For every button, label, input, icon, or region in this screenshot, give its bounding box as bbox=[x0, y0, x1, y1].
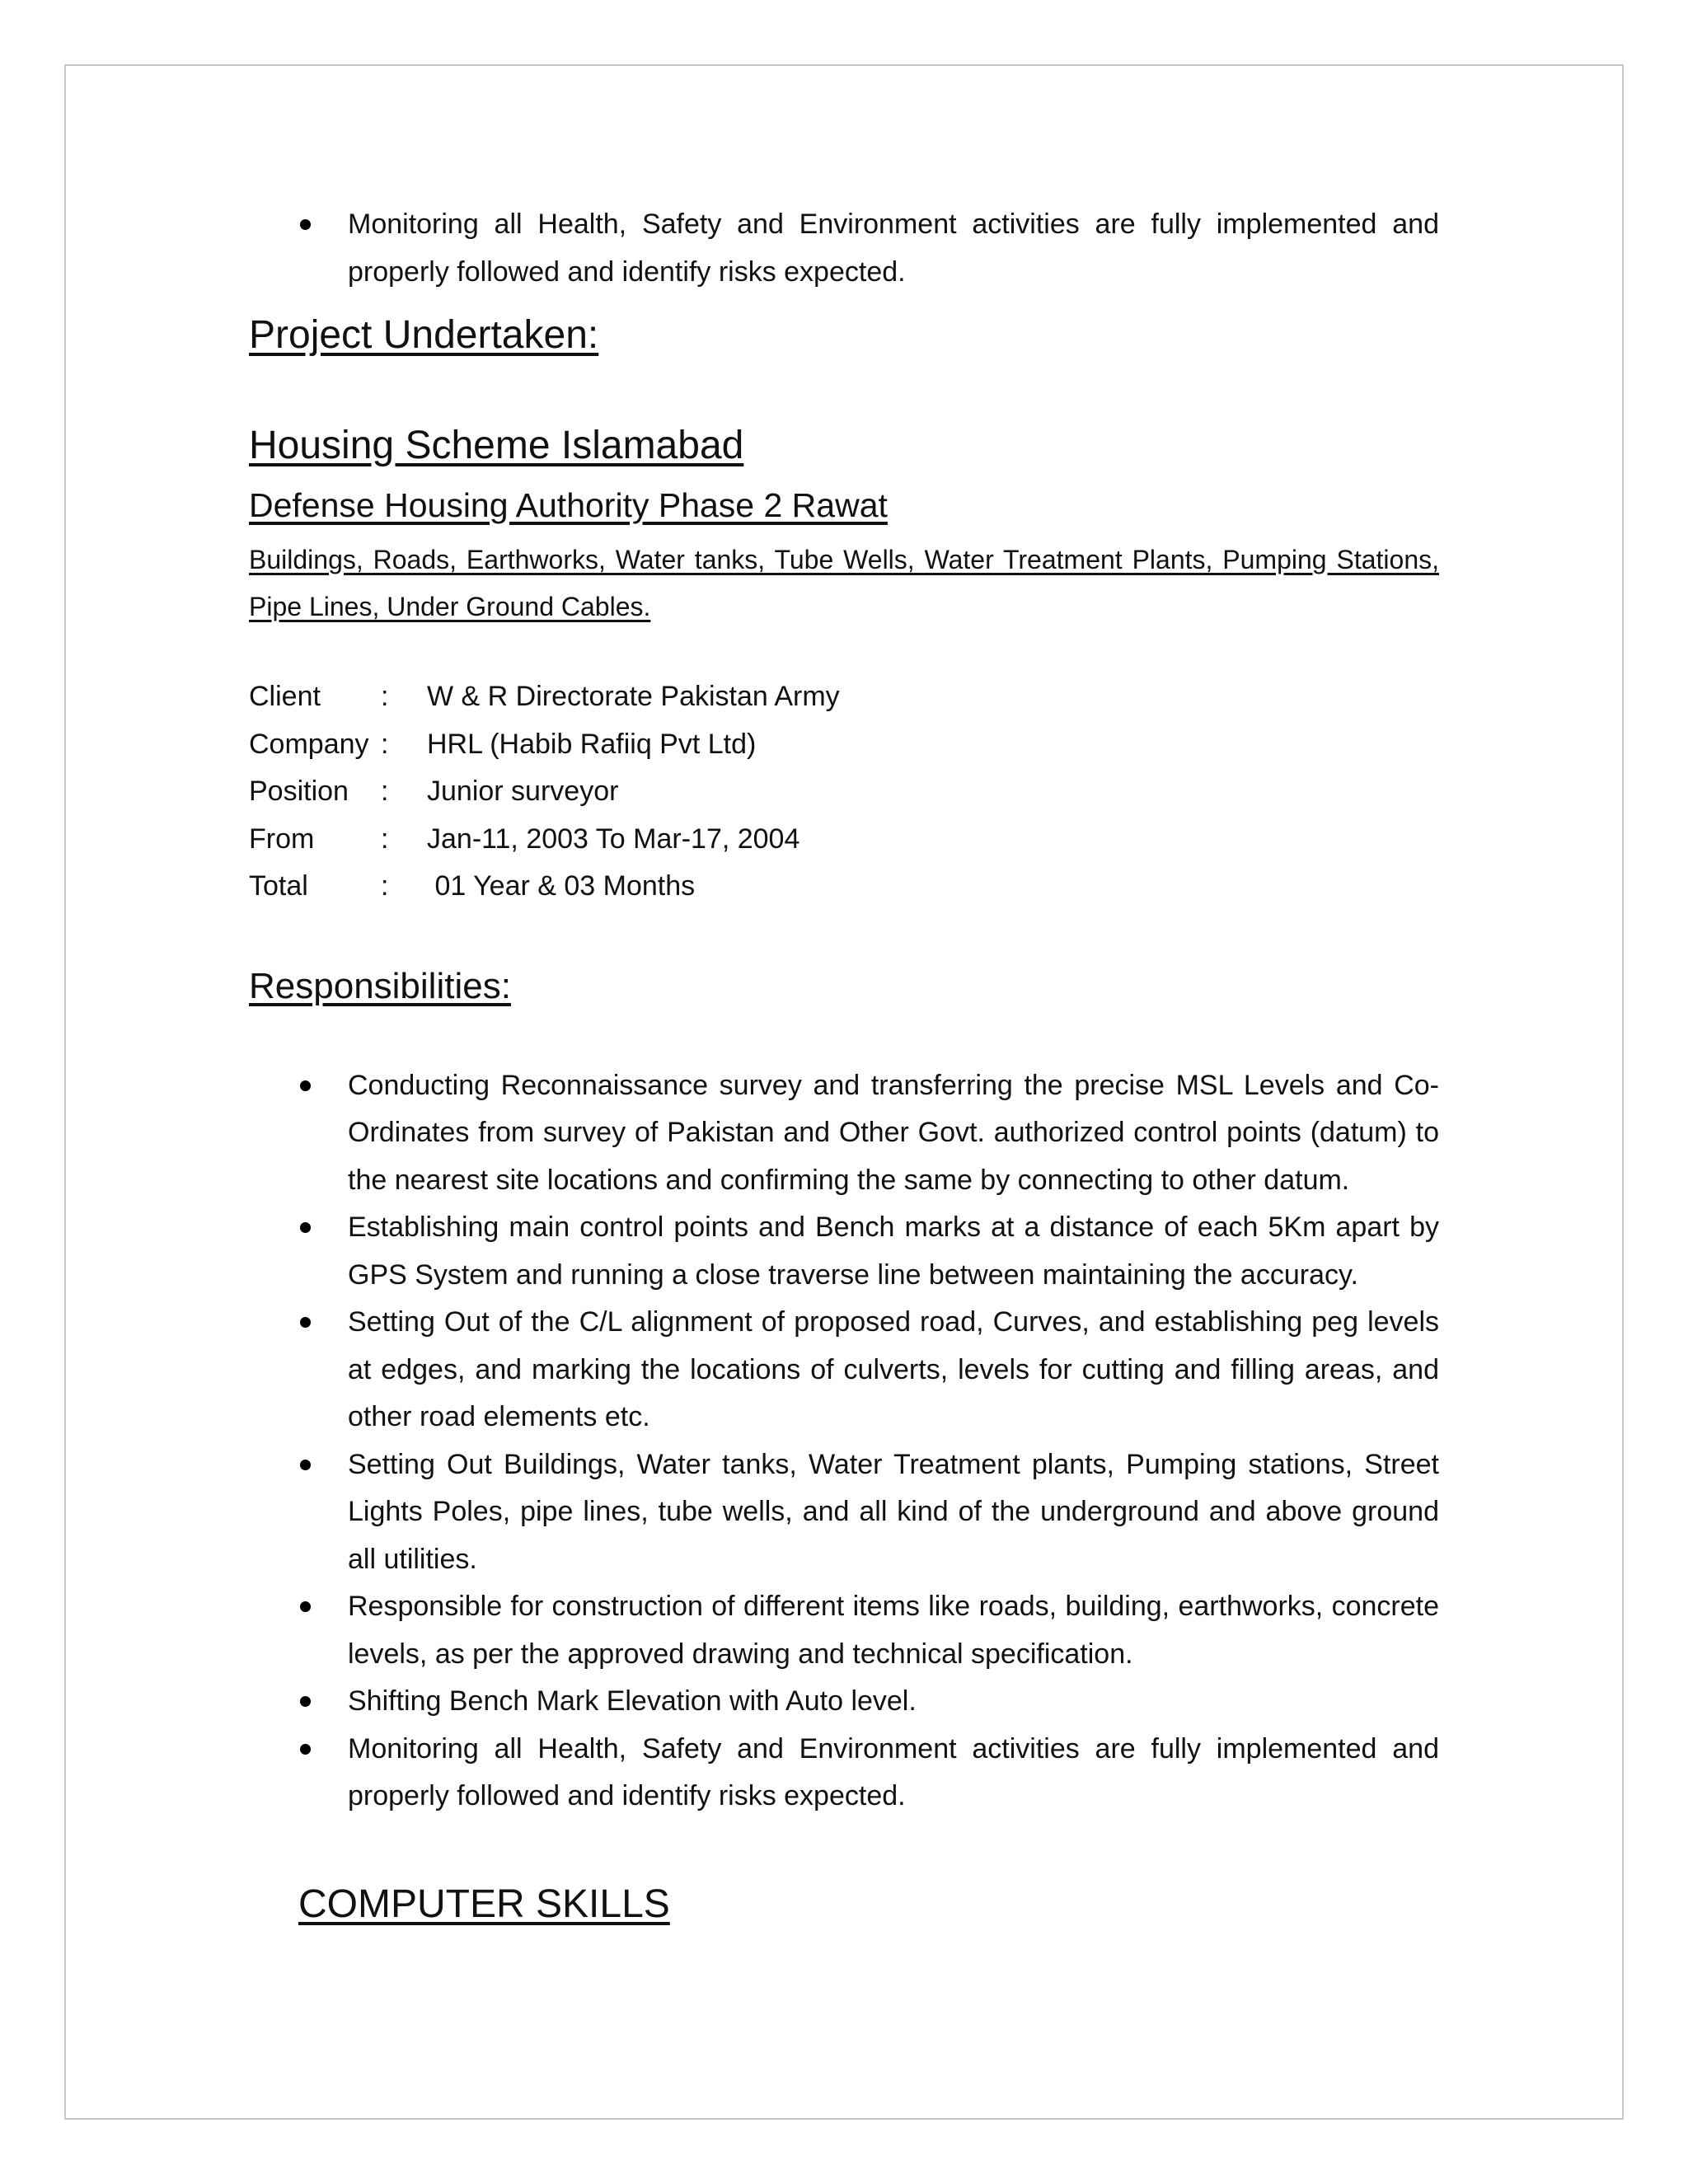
scope-text: Buildings, Roads, Earthworks, Water tanks, Tube Wells, Water Treatment Plants, Pumping Stations, Pipe Lines, Under Ground Cables. bbox=[249, 545, 1439, 621]
detail-colon: : bbox=[381, 870, 389, 902]
bullet-icon bbox=[300, 1744, 311, 1755]
dha-heading: Defense Housing Authority Phase 2 Rawat bbox=[249, 486, 888, 524]
list-item: Responsible for construction of different items like roads, building, earthworks, concrete levels, as per the approved drawing and technical specification. bbox=[249, 1583, 1439, 1678]
list-item: Conducting Reconnaissance survey and transferring the precise MSL Levels and Co-Ordinates from survey of Pakistan and Other Govt. authorized control points (datum) to the nearest site locations and confirming the same by connecting to other datum. bbox=[249, 1062, 1439, 1205]
detail-value: HRL (Habib Rafiiq Pvt Ltd) bbox=[427, 728, 757, 760]
project-details bbox=[249, 673, 1439, 911]
bullet-icon bbox=[300, 1460, 311, 1470]
bullet-icon bbox=[300, 1696, 311, 1707]
detail-row-client bbox=[249, 673, 1439, 721]
bullet-icon bbox=[300, 219, 311, 230]
computer-skills-heading: COMPUTER SKILLS bbox=[298, 1882, 670, 1926]
detail-row-company bbox=[249, 721, 1439, 769]
detail-label: Total bbox=[249, 870, 308, 902]
detail-label: From bbox=[249, 823, 315, 855]
list-item: Setting Out of the C/L alignment of proposed road, Curves, and establishing peg levels at edges, and marking the locations of culverts, levels for cutting and filling areas, and other road elements etc. bbox=[249, 1299, 1439, 1441]
top-bullet-list bbox=[249, 201, 1439, 296]
detail-colon: : bbox=[381, 728, 389, 760]
bullet-icon bbox=[300, 1222, 311, 1233]
detail-row-total bbox=[249, 863, 1439, 911]
list-item: Shifting Bench Mark Elevation with Auto level. bbox=[249, 1678, 1439, 1726]
list-item: Monitoring all Health, Safety and Environment activities are fully implemented and properly followed and identify risks expected. bbox=[249, 201, 1439, 296]
detail-value: 01 Year & 03 Months bbox=[427, 870, 696, 902]
list-item: Monitoring all Health, Safety and Environment activities are fully implemented and properly followed and identify risks expected. bbox=[249, 1726, 1439, 1821]
detail-value: W & R Directorate Pakistan Army bbox=[427, 681, 840, 712]
detail-value: Jan-11, 2003 To Mar-17, 2004 bbox=[427, 823, 800, 855]
bullet-icon bbox=[300, 1080, 311, 1091]
detail-colon: : bbox=[381, 681, 389, 712]
scheme-heading: Housing Scheme Islamabad bbox=[249, 424, 744, 467]
list-item: Setting Out Buildings, Water tanks, Water Treatment plants, Pumping stations, Street Lights Poles, pipe lines, tube wells, and all kind of the underground and above ground all utilities. bbox=[249, 1441, 1439, 1584]
detail-label: Company bbox=[249, 728, 369, 760]
responsibilities-list bbox=[249, 1062, 1439, 1821]
detail-value: Junior surveyor bbox=[427, 776, 619, 807]
project-heading: Project Undertaken: bbox=[249, 313, 599, 357]
detail-colon: : bbox=[381, 823, 389, 855]
detail-colon: : bbox=[381, 776, 389, 807]
bullet-icon bbox=[300, 1601, 311, 1612]
detail-row-from bbox=[249, 816, 1439, 864]
bullet-icon bbox=[300, 1317, 311, 1328]
list-item: Establishing main control points and Bench marks at a distance of each 5Km apart by GPS System and running a close traverse line between maintaining the accuracy. bbox=[249, 1204, 1439, 1299]
detail-label: Client bbox=[249, 681, 321, 712]
detail-row-position bbox=[249, 768, 1439, 816]
responsibilities-heading: Responsibilities: bbox=[249, 965, 511, 1006]
document-content bbox=[249, 201, 1439, 1931]
detail-label: Position bbox=[249, 776, 349, 807]
